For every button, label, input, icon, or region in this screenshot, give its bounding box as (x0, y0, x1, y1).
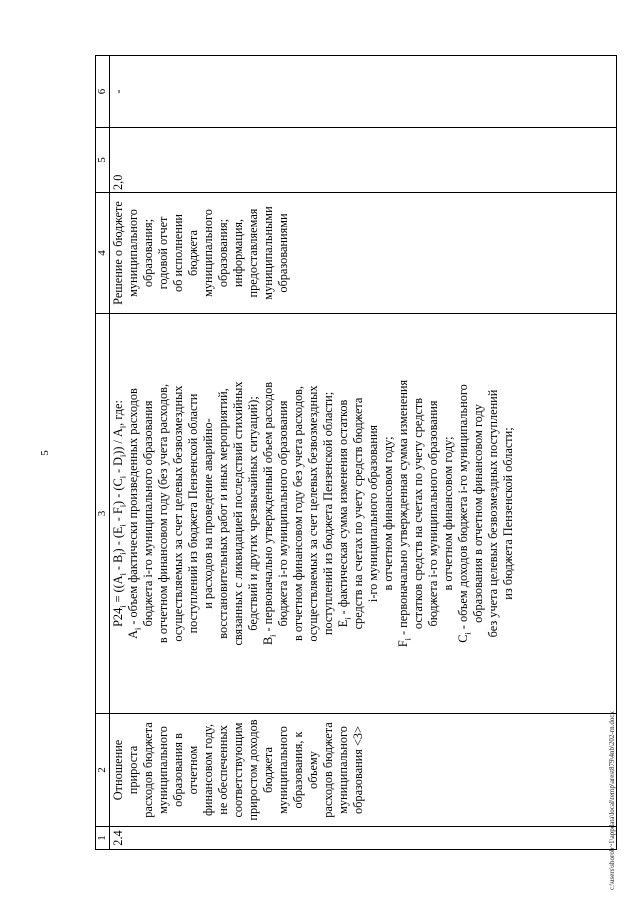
formula-line: бюджета i-го муниципального образования (276, 400, 290, 627)
formula-line: поступлений из бюджета Пензенской области (186, 393, 200, 634)
formula-line: в отчетном финансовом году; (381, 436, 395, 591)
source-line: об исполнении бюджета (171, 214, 200, 293)
indicator-name-cell (110, 714, 617, 827)
formula-line: в отчетном финансовом году (без учета расходов, (156, 383, 170, 644)
formula-line: бюджета i-го муниципального образования (426, 400, 440, 627)
header-cell-3: 3 (96, 314, 110, 714)
formula-line: $А_i$ - объем фактически произведенных расходов (126, 388, 143, 639)
formula-line: средств на счетах по учету средств бюджета (351, 397, 365, 630)
formula-cell (110, 314, 617, 714)
header-cell-1: 1 (96, 827, 110, 850)
rotated-table (95, 55, 615, 850)
indicator-line: муниципального (276, 726, 290, 814)
indicator-line: муниципального (156, 726, 170, 814)
table-header-row (96, 56, 110, 850)
weight-cell: 2,0 (110, 128, 617, 193)
indicator-line: Отношение прироста (111, 739, 140, 801)
source-line: Решение о бюджете (111, 201, 125, 305)
formula-line: связанных с ликвидацией последствий стихийных (231, 381, 245, 646)
header-cell-2: 2 (96, 714, 110, 827)
formula-line: $С_i$ - объем доходов бюджета i-го муниципального (456, 384, 473, 643)
formula-line: осуществляемых за счет целевых безвозмездных (171, 385, 185, 642)
column-6-cell: - (110, 56, 617, 128)
indicator-line: образования в отчетном (171, 733, 200, 807)
row-number-cell: 2.4 (110, 827, 617, 850)
source-line: образования; (141, 218, 155, 288)
indicator-line: приростом доходов (246, 719, 260, 821)
source-line: муниципального (201, 209, 215, 297)
formula-line: без учета целевых безвозмездных поступлений (486, 389, 500, 638)
header-cell-4: 4 (96, 193, 110, 314)
indicator-line: образования <3> (351, 726, 365, 814)
source-line: муниципального (126, 209, 140, 297)
formula-line: образования в отчетном финансовом году (471, 404, 485, 623)
formula-line: i-го муниципального образования (366, 424, 380, 603)
footer-file-path: c:\users\shorob~1\appdata\local\temp\arest879\4nb\202-rn.docx (608, 711, 616, 890)
page-number: 5 (38, 450, 51, 456)
source-line: предоставляемая (246, 208, 260, 298)
formula-line: остатков средств на счетах по учету средств (411, 397, 425, 630)
table-row (110, 56, 617, 850)
formula-main: $Р24_i = ((А_i - В_i) - (Е_i - F_i) - (С_i - D_i)) / А_i$, где: (111, 400, 128, 627)
header-cell-5: 5 (96, 128, 110, 193)
formula-line: в отчетном финансовом году; (441, 436, 455, 591)
formula-line: $В_i$ - первоначально утвержденный объем расходов (261, 381, 278, 646)
indicator-table (95, 55, 617, 850)
indicator-line: бюджета (261, 747, 275, 793)
source-line: образованиями (276, 213, 290, 293)
formula-line: $Е_i$ - фактическая сумма изменения остатков (336, 399, 353, 628)
formula-line: поступлений из бюджета Пензенской области; (321, 391, 335, 636)
source-line: годовой отчет (156, 216, 170, 290)
formula-line: из бюджета Пензенской области; (501, 427, 515, 600)
formula-line: осуществляемых за счет целевых безвозмездных (306, 385, 320, 642)
source-line: информация, (231, 218, 245, 288)
indicator-line: расходов бюджета (141, 722, 155, 818)
indicator-line: муниципального (336, 726, 350, 814)
data-source-cell (110, 193, 617, 314)
indicator-line: не обеспеченных (216, 725, 230, 815)
source-line: муниципальными (261, 206, 275, 300)
formula-line: бедствий и других чрезвычайных ситуаций); (246, 396, 260, 631)
header-cell-6: 6 (96, 56, 110, 128)
formula-line: бюджета i-го муниципального образования (141, 400, 155, 627)
indicator-line: образования, к объему (291, 731, 320, 809)
formula-line: в отчетном финансовом году без учета расходов, (291, 385, 305, 642)
indicator-line: расходов бюджета (321, 722, 335, 818)
indicator-line: финансовом году, (201, 723, 215, 817)
formula-line: восстановительных работ и иных мероприятий, (216, 388, 230, 639)
formula-line: и расходов на проведение аварийно- (201, 418, 215, 609)
indicator-line: соответствующим (231, 722, 245, 818)
formula-line: $F_i$ - первоначально утвержденная сумма изменения (396, 379, 413, 648)
source-line: образования; (216, 218, 230, 288)
